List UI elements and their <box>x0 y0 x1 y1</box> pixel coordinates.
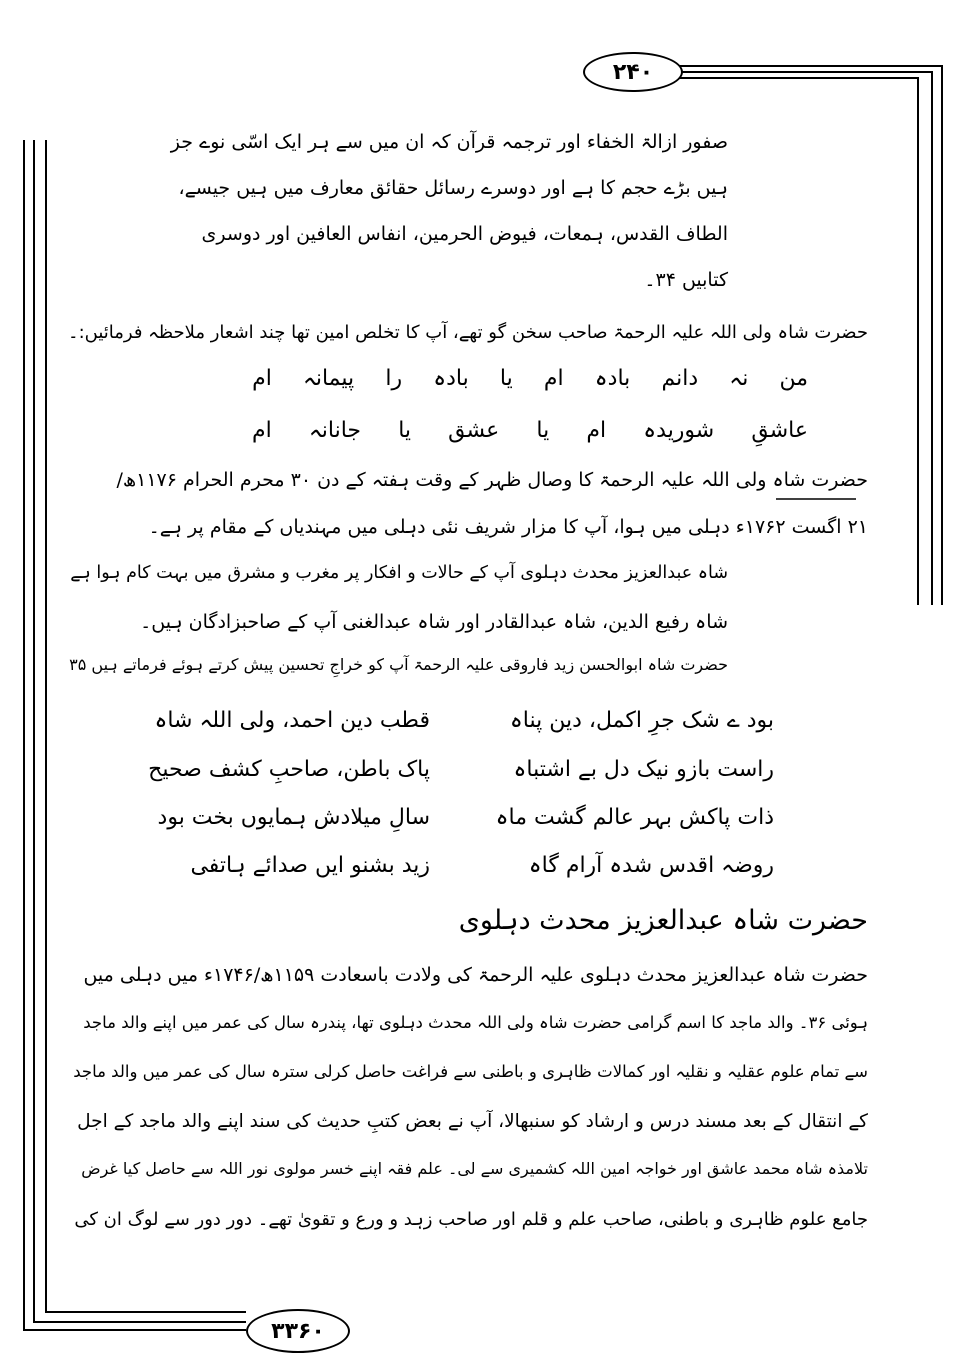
qita-hemistich-left: بود ے شک جرِ اکمل، دین پناہ <box>509 708 774 733</box>
verse-word: دانم <box>661 366 699 391</box>
qita-hemistich-left: روضہ اقدس شدہ آرام گاہ <box>528 853 774 878</box>
text-line: حضرت شاہ ولی اللہ علیہ الرحمۃ کا وصال ظہر کے وقت ہفتہ کے دن ۳۰ محرم الحرام ۱۱۷۶ھ/ <box>116 469 868 491</box>
text-line: حضرت شاہ عبدالعزیز محدث دہلوی علیہ الرحمۃ کی ولادت باسعادت ۱۱۵۹ھ/۱۷۴۶ء میں دہلی میں <box>83 964 868 986</box>
verse-word: بادہ <box>433 366 469 391</box>
text-line: شاہ رفیع الدین، شاہ عبدالقادر اور شاہ عبدالغنی آپ کے صاحبزادگان ہیں۔ <box>140 611 728 633</box>
text-line: جامع علوم ظاہری و باطنی، صاحب علم و قلم اور صاحب زہد و ورع و تقویٰ تھے۔ دور دور سے لوگ ان کی <box>74 1209 868 1230</box>
verse-word: پیمانہ <box>302 366 355 391</box>
page-number-bottom: ۳۳۶۰ <box>246 1309 350 1353</box>
text-line: ہوئی ۳۶۔ والد ماجد کا اسم گرامی حضرت شاہ ولی اللہ محدث دہلوی تھا، پندرہ سال کی عمر میں اپنے والد ماجد <box>83 1013 868 1032</box>
section-heading: حضرت شاہ عبدالعزیز محدث دہلوی <box>458 905 868 936</box>
qita-hemistich-right: قطب دین احمد، ولی اللہ شاہ <box>154 708 430 733</box>
verse-word: ام <box>543 366 564 391</box>
text-line: شاہ عبدالعزیز محدث دہلوی آپ کے حالات و افکار پر مغرب و مشرق میں بہت کام ہوا ہے <box>70 563 728 583</box>
page-number-top: ۲۴۰ <box>583 52 683 92</box>
verse-word: من <box>779 366 808 391</box>
qita-hemistich-left: راست بازو نیک دل بے اشتباہ <box>513 757 774 782</box>
verse-word: را <box>385 366 403 391</box>
qita-hemistich-left: ذات پاکش بہر عالم گشت ماہ <box>495 805 774 830</box>
qita-hemistich-right: زید بشنو ایں صدائے ہاتفی <box>190 853 430 878</box>
verse-word: ام <box>252 366 272 391</box>
text-line: سے تمام علوم عقلیہ و نقلیہ اور کمالات ظاہری و باطنی سے فراغت حاصل کرلی سترہ سال کی عمر میں والد ماجد <box>73 1062 868 1081</box>
verse-word: جانانہ <box>308 418 362 443</box>
verse-word: نہ <box>729 366 749 391</box>
text-line: ہیں بڑے حجم کا ہے اور دوسرے رسائل حقائق معارف میں ہیں جیسے، <box>178 177 728 199</box>
text-line: کے انتقال کے بعد مسند درس و ارشاد کو سنبھالا، آپ نے بعض کتبِ حدیث کی سند اپنے والد ماجد کے اجل <box>77 1111 868 1132</box>
verse-word: ام <box>586 418 607 443</box>
verse-word: ام <box>252 418 272 443</box>
verse-word: شوریدہ <box>643 418 715 443</box>
verse-word: بادہ <box>594 366 631 391</box>
text-line: صفور ازالۃ الخفاء اور ترجمہ قرآن کہ ان میں سے ہر ایک اسّی نوے جز <box>170 131 728 153</box>
verse-word: عشق <box>448 418 500 443</box>
couplet-line-2 <box>252 418 808 443</box>
text-line: کتابیں ۳۴۔ <box>644 269 728 291</box>
poet-intro-line: حضرت شاہ ولی اللہ علیہ الرحمۃ صاحب سخن گو تھے، آپ کا تخلص امین تھا چند اشعار ملاحظہ فرمائیں:۔ <box>68 322 868 343</box>
verse-word: یا <box>536 418 550 443</box>
qita-hemistich-right: سالِ میلادش ہمایوں بخت بود <box>157 805 430 830</box>
text-line: تلامذہ شاہ محمد عاشق اور خواجہ امین اللہ کشمیری سے لی۔ علم فقہ اپنے خسر مولوی نور اللہ سے حاصل کیا غرض <box>81 1159 868 1178</box>
text-line: الطاف القدس، ہمعات، فیوض الحرمین، انفاس العافین اور دوسری <box>201 223 728 245</box>
verse-word: یا <box>398 418 412 443</box>
verse-word: یا <box>499 366 513 391</box>
text-line: ۲۱ اگست ۱۷۶۲ء دہلی میں ہوا، آپ کا مزار شریف نئی دہلی میں مہندیاں کے مقام پر ہے۔ <box>148 516 868 538</box>
text-line: حضرت شاہ ابوالحسن زید فاروقی علیہ الرحمۃ آپ کو خراجِ تحسین پیش کرتے ہوئے فرماتے ہیں ۳۵ <box>69 655 728 674</box>
verse-word: عاشقِ <box>751 418 808 443</box>
qita-hemistich-right: پاک باطن، صاحبِ کشف صحیح <box>148 757 430 782</box>
couplet-line-1 <box>252 366 808 391</box>
